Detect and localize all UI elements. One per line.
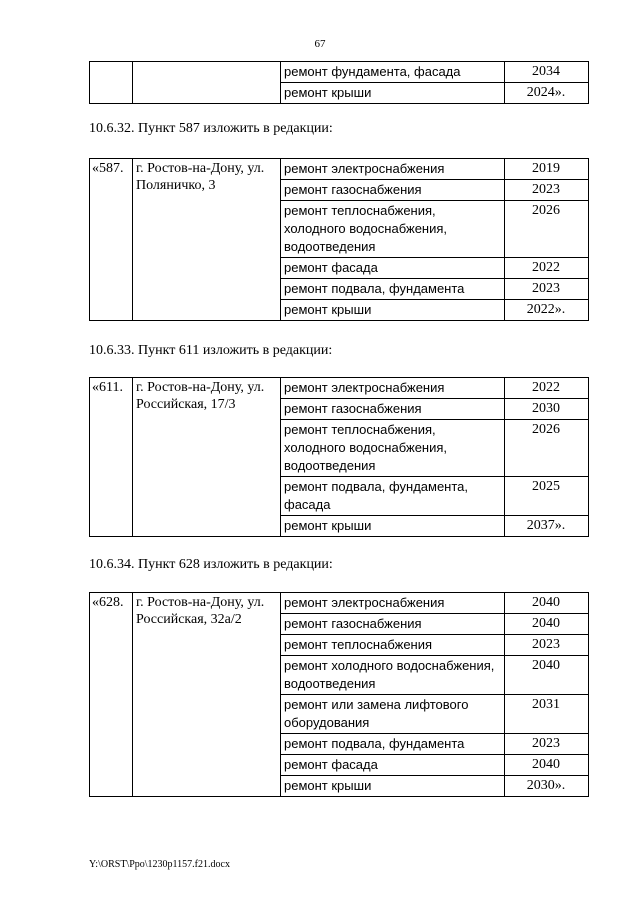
year-cell: 2026 [505, 201, 589, 258]
table-row [90, 62, 589, 83]
year-cell: 2040 [505, 755, 589, 776]
year-cell: 2025 [505, 477, 589, 516]
address-cell [133, 62, 281, 104]
section-heading: 10.6.32. Пункт 587 изложить в редакции: [89, 121, 333, 136]
work-cell: ремонт электроснабжения [281, 593, 505, 614]
table-row [90, 593, 589, 614]
year-cell: 2034 [505, 62, 589, 83]
work-cell: ремонт фасада [281, 258, 505, 279]
work-cell: ремонт холодного водоснабжения, водоотведения [281, 656, 505, 695]
table-row [90, 378, 589, 399]
work-cell: ремонт электроснабжения [281, 159, 505, 180]
address-cell: г. Ростов-на-Дону, ул. Российская, 32а/2 [133, 593, 281, 797]
work-cell: ремонт электроснабжения [281, 378, 505, 399]
year-cell: 2026 [505, 420, 589, 477]
address-cell: г. Ростов-на-Дону, ул. Российская, 17/3 [133, 378, 281, 537]
work-cell: ремонт газоснабжения [281, 614, 505, 635]
work-cell: ремонт фундамента, фасада [281, 62, 505, 83]
year-cell: 2040 [505, 614, 589, 635]
year-cell: 2024». [505, 83, 589, 104]
footer-file-path: Y:\ORST\Ppo\1230p1157.f21.docx [89, 859, 230, 870]
year-cell: 2030 [505, 399, 589, 420]
year-cell: 2019 [505, 159, 589, 180]
year-cell: 2023 [505, 180, 589, 201]
year-cell: 2037». [505, 516, 589, 537]
work-cell: ремонт подвала, фундамента, фасада [281, 477, 505, 516]
work-cell: ремонт газоснабжения [281, 399, 505, 420]
work-cell: ремонт подвала, фундамента [281, 279, 505, 300]
work-cell: ремонт теплоснабжения, холодного водоснабжения, водоотведения [281, 201, 505, 258]
year-cell: 2022». [505, 300, 589, 321]
row-number-cell: «587. [90, 159, 133, 321]
row-number-cell [90, 62, 133, 104]
row-number-cell: «611. [90, 378, 133, 537]
year-cell: 2022 [505, 258, 589, 279]
year-cell: 2023 [505, 279, 589, 300]
section-table [89, 377, 589, 537]
work-cell: ремонт крыши [281, 300, 505, 321]
table-row [90, 159, 589, 180]
year-cell: 2031 [505, 695, 589, 734]
work-cell: ремонт теплоснабжения, холодного водоснабжения, водоотведения [281, 420, 505, 477]
top-table [89, 61, 589, 104]
page-number: 67 [314, 38, 326, 50]
work-cell: ремонт фасада [281, 755, 505, 776]
section-heading: 10.6.33. Пункт 611 изложить в редакции: [89, 343, 333, 358]
year-cell: 2023 [505, 734, 589, 755]
work-cell: ремонт крыши [281, 776, 505, 797]
work-cell: ремонт крыши [281, 516, 505, 537]
year-cell: 2030». [505, 776, 589, 797]
work-cell: ремонт теплоснабжения [281, 635, 505, 656]
year-cell: 2040 [505, 593, 589, 614]
section-table [89, 158, 589, 321]
year-cell: 2023 [505, 635, 589, 656]
address-cell: г. Ростов-на-Дону, ул. Поляничко, 3 [133, 159, 281, 321]
year-cell: 2022 [505, 378, 589, 399]
section-heading: 10.6.34. Пункт 628 изложить в редакции: [89, 557, 333, 572]
work-cell: ремонт газоснабжения [281, 180, 505, 201]
section-table [89, 592, 589, 797]
work-cell: ремонт крыши [281, 83, 505, 104]
work-cell: ремонт или замена лифтового оборудования [281, 695, 505, 734]
row-number-cell: «628. [90, 593, 133, 797]
work-cell: ремонт подвала, фундамента [281, 734, 505, 755]
year-cell: 2040 [505, 656, 589, 695]
